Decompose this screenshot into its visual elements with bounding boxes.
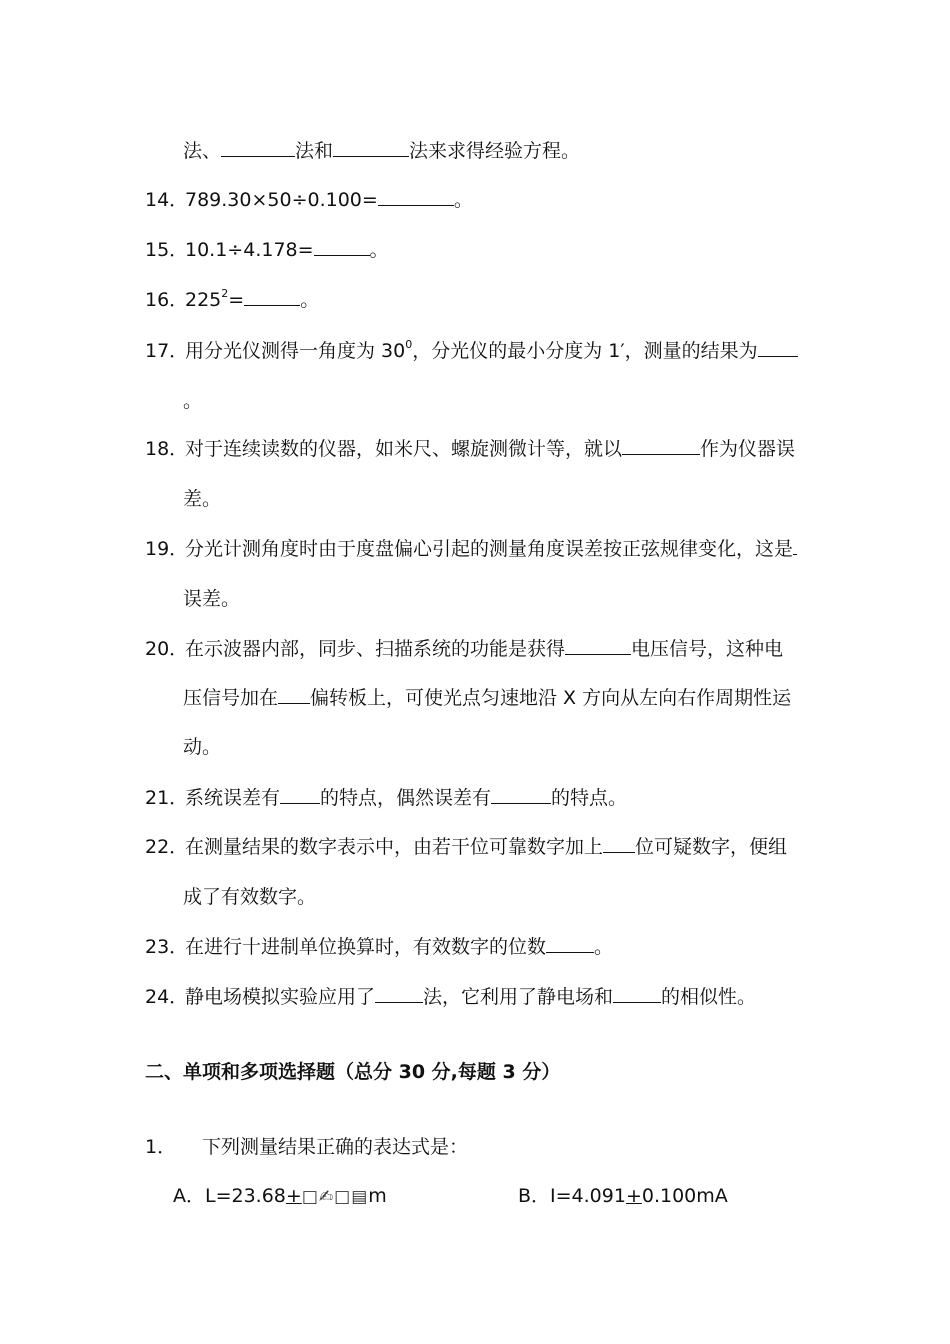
question-18-cont: 差。: [183, 488, 222, 510]
question-18: 18．对于连续读数的仪器，如米尺、螺旋测微计等，就以 作为仪器误: [145, 438, 796, 460]
answer-blank[interactable]: [375, 985, 423, 1003]
answer-blank[interactable]: [378, 188, 454, 206]
answer-blank[interactable]: [314, 238, 370, 256]
question-20-cont: 压信号加在 偏转板上，可使光点匀速地沿 X 方向从左向右作周期性运: [183, 687, 792, 709]
mc-option-a[interactable]: A．L=23.68+□✍□▤m: [173, 1185, 387, 1207]
question-19-cont: 误差。: [183, 588, 241, 610]
answer-blank[interactable]: [278, 686, 310, 704]
mc-question-1: 1． 下列测量结果正确的表达式是：: [145, 1136, 469, 1158]
question-14: 14．789.30×50÷0.100= 。: [145, 189, 473, 211]
question-15: 15．10.1÷4.178= 。: [145, 239, 389, 261]
question-22: 22．在测量结果的数字表示中，由若干位可靠数字加上 位可疑数字，便组: [145, 836, 788, 858]
question-16: 16．$225^2=$ 。: [145, 287, 320, 311]
answer-blank[interactable]: [244, 288, 300, 306]
answer-blank[interactable]: [758, 339, 798, 357]
question-22-cont: 成了有效数字。: [183, 886, 317, 908]
question-17-end: 。: [183, 390, 203, 412]
answer-blank[interactable]: [793, 537, 797, 555]
question-24: 24．静电场模拟实验应用了 法，它利用了静电场和 的相似性。: [145, 986, 757, 1008]
q13-continuation: 法、 法和 法来求得经验方程。: [183, 140, 581, 162]
section-heading: 二、单项和多项选择题（总分 30 分,每题 3 分）: [145, 1061, 561, 1083]
mc-option-b[interactable]: B．I=4.091+0.100mA: [518, 1185, 728, 1207]
answer-blank[interactable]: [565, 637, 631, 655]
answer-blank[interactable]: [603, 835, 635, 853]
answer-blank[interactable]: [546, 935, 594, 953]
question-20: 20．在示波器内部，同步、扫描系统的功能是获得 电压信号，这种电: [145, 638, 784, 660]
answer-blank[interactable]: [333, 139, 409, 157]
answer-blank[interactable]: [491, 786, 551, 804]
answer-blank[interactable]: [622, 437, 700, 455]
answer-blank[interactable]: [221, 139, 295, 157]
question-20-end: 动。: [183, 736, 222, 758]
question-19: 19．分光计测角度时由于度盘偏心引起的测量角度误差按正弦规律变化，这是: [145, 537, 797, 561]
answer-blank[interactable]: [613, 985, 661, 1003]
question-23: 23．在进行十进制单位换算时，有效数字的位数 。: [145, 936, 614, 958]
question-17: 17．用分光仪测得一角度为 $30^0$，分光仪的最小分度为 1′，测量的结果为: [145, 339, 798, 363]
answer-blank[interactable]: [280, 786, 320, 804]
question-21: 21．系统误差有 的特点，偶然误差有 的特点。: [145, 787, 628, 809]
